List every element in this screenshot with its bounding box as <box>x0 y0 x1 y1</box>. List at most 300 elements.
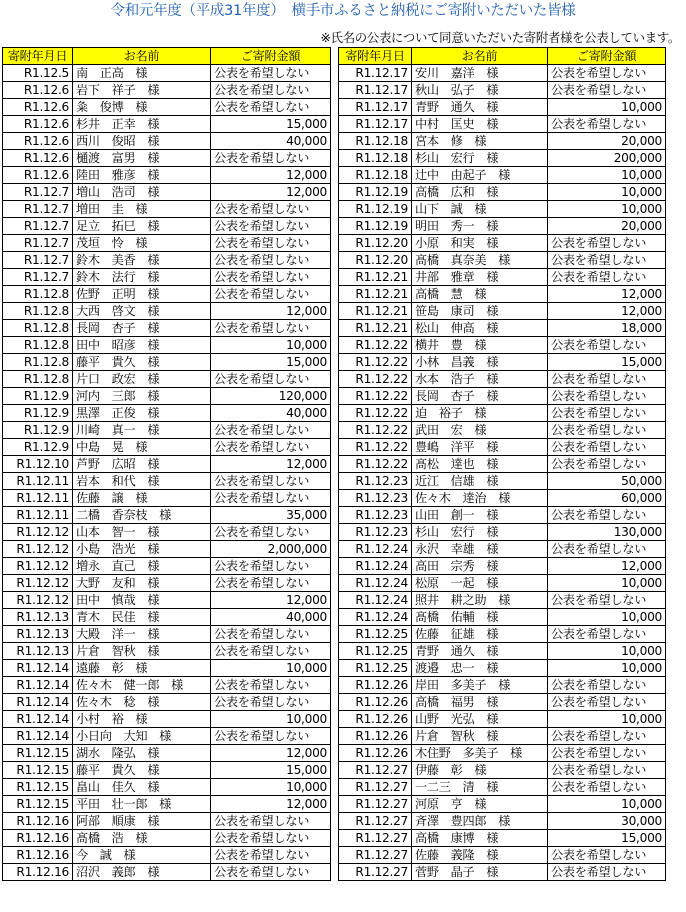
donation-date-cell: R1.12.8 <box>3 371 73 388</box>
table-row <box>3 643 331 660</box>
table-row <box>339 864 666 881</box>
donor-name-cell: 一二三 清 様 <box>412 779 548 796</box>
donation-date-cell: R1.12.26 <box>339 677 412 694</box>
donor-rows-left <box>3 65 331 881</box>
donation-amount-cell: 15,000 <box>548 830 666 847</box>
donation-date-cell: R1.12.14 <box>3 660 73 677</box>
donor-name-cell: 小林 昌義 様 <box>412 354 548 371</box>
table-row <box>3 660 331 677</box>
donation-amount-cell: 10,000 <box>548 711 666 728</box>
donor-name-cell: 長岡 杏子 様 <box>73 320 211 337</box>
donor-name-cell: 辻中 由起子 様 <box>412 167 548 184</box>
donor-name-cell: 中島 晃 様 <box>73 439 211 456</box>
donor-name-cell: 佐々木 達治 様 <box>412 490 548 507</box>
donor-name-cell: 高田 宗秀 様 <box>412 558 548 575</box>
table-row <box>339 269 666 286</box>
donor-name-cell: 佐々木 健一郎 様 <box>73 677 211 694</box>
donation-amount-cell: 公表を希望しない <box>548 65 666 82</box>
donor-name-cell: 青野 通久 様 <box>412 643 548 660</box>
donor-name-cell: 田中 慎哉 様 <box>73 592 211 609</box>
donation-amount-cell: 50,000 <box>548 473 666 490</box>
donation-date-cell: R1.12.16 <box>3 830 73 847</box>
donor-name-cell: 高橋 広和 様 <box>412 184 548 201</box>
table-row <box>339 439 666 456</box>
table-row <box>339 218 666 235</box>
donation-amount-cell: 12,000 <box>211 167 331 184</box>
table-row <box>3 626 331 643</box>
table-row <box>339 303 666 320</box>
donation-date-cell: R1.12.18 <box>339 150 412 167</box>
donor-name-cell: 豊嶋 洋平 様 <box>412 439 548 456</box>
donation-date-cell: R1.12.8 <box>3 286 73 303</box>
donation-date-cell: R1.12.15 <box>3 796 73 813</box>
page-title: 令和元年度（平成31年度） 横手市ふるさと納税にご寄附いただいた皆様 <box>110 3 576 19</box>
table-row <box>3 473 331 490</box>
donation-date-cell: R1.12.9 <box>3 405 73 422</box>
table-row <box>339 813 666 830</box>
header-date: 寄附年月日 <box>3 48 73 65</box>
donation-amount-cell: 10,000 <box>548 575 666 592</box>
donor-name-cell: 佐藤 義隆 様 <box>412 847 548 864</box>
donor-name-cell: 河内 三郎 様 <box>73 388 211 405</box>
donation-amount-cell: 40,000 <box>211 609 331 626</box>
header-name: お名前 <box>73 48 211 65</box>
donation-amount-cell: 公表を希望しない <box>211 422 331 439</box>
table-row <box>339 150 666 167</box>
donor-name-cell: 平田 壮一郎 様 <box>73 796 211 813</box>
donor-name-cell: 秋山 弘子 様 <box>412 82 548 99</box>
donor-name-cell: 高橋 福男 様 <box>412 694 548 711</box>
donation-date-cell: R1.12.23 <box>339 507 412 524</box>
table-row <box>339 490 666 507</box>
donation-amount-cell: 40,000 <box>211 405 331 422</box>
donation-date-cell: R1.12.7 <box>3 235 73 252</box>
donor-name-cell: 西川 俊昭 様 <box>73 133 211 150</box>
donation-amount-cell: 12,000 <box>548 558 666 575</box>
table-row <box>3 762 331 779</box>
donation-amount-cell: 公表を希望しない <box>548 371 666 388</box>
donation-amount-cell: 公表を希望しない <box>211 524 331 541</box>
table-row <box>3 439 331 456</box>
donation-amount-cell: 公表を希望しない <box>548 847 666 864</box>
table-row <box>3 592 331 609</box>
donor-name-cell: 岩本 和代 様 <box>73 473 211 490</box>
donation-date-cell: R1.12.9 <box>3 439 73 456</box>
donor-name-cell: 阿部 順康 様 <box>73 813 211 830</box>
donation-date-cell: R1.12.19 <box>339 218 412 235</box>
donation-date-cell: R1.12.17 <box>339 82 412 99</box>
donation-amount-cell: 10,000 <box>211 711 331 728</box>
donor-name-cell: 笹島 康司 様 <box>412 303 548 320</box>
table-row <box>3 847 331 864</box>
donation-amount-cell: 公表を希望しない <box>211 490 331 507</box>
donor-name-cell: 岩下 祥子 様 <box>73 82 211 99</box>
donation-amount-cell: 20,000 <box>548 133 666 150</box>
donation-date-cell: R1.12.23 <box>339 490 412 507</box>
donor-name-cell: 水本 浩子 様 <box>412 371 548 388</box>
donation-date-cell: R1.12.24 <box>339 609 412 626</box>
donation-amount-cell: 公表を希望しない <box>548 541 666 558</box>
donation-date-cell: R1.12.22 <box>339 388 412 405</box>
disclosure-note: ※氏名の公表について同意いただいた寄附者様を公表しています。 <box>320 30 680 45</box>
donor-name-cell: 佐野 正明 様 <box>73 286 211 303</box>
table-row <box>3 490 331 507</box>
donation-amount-cell: 公表を希望しない <box>548 388 666 405</box>
donation-date-cell: R1.12.21 <box>339 269 412 286</box>
donation-amount-cell: 40,000 <box>211 133 331 150</box>
table-row <box>339 116 666 133</box>
table-row <box>339 558 666 575</box>
donor-name-cell: 二橋 香奈枝 様 <box>73 507 211 524</box>
donation-date-cell: R1.12.20 <box>339 235 412 252</box>
table-row <box>3 99 331 116</box>
donor-name-cell: 樋渡 富男 様 <box>73 150 211 167</box>
donor-name-cell: 今 誠 様 <box>73 847 211 864</box>
donation-amount-cell: 12,000 <box>211 796 331 813</box>
donor-name-cell: 安川 嘉洋 様 <box>412 65 548 82</box>
donation-date-cell: R1.12.27 <box>339 762 412 779</box>
donation-date-cell: R1.12.17 <box>339 65 412 82</box>
donation-amount-cell: 18,000 <box>548 320 666 337</box>
donor-name-cell: 伊藤 彰 様 <box>412 762 548 779</box>
table-row <box>3 524 331 541</box>
donation-amount-cell: 公表を希望しない <box>211 643 331 660</box>
donation-date-cell: R1.12.26 <box>339 711 412 728</box>
donation-date-cell: R1.12.27 <box>339 847 412 864</box>
table-row <box>3 167 331 184</box>
donor-name-cell: 小村 裕 様 <box>73 711 211 728</box>
donation-amount-cell: 10,000 <box>548 609 666 626</box>
table-row <box>339 677 666 694</box>
table-row <box>339 320 666 337</box>
donation-amount-cell: 20,000 <box>548 218 666 235</box>
donation-date-cell: R1.12.13 <box>3 643 73 660</box>
donation-amount-cell: 10,000 <box>548 660 666 677</box>
donation-amount-cell: 10,000 <box>548 643 666 660</box>
donor-name-cell: 岸田 多美子 様 <box>412 677 548 694</box>
table-row <box>339 779 666 796</box>
donor-name-cell: 菅野 晶子 様 <box>412 864 548 881</box>
donor-name-cell: 高橋 康博 様 <box>412 830 548 847</box>
donation-amount-cell: 2,000,000 <box>211 541 331 558</box>
donation-amount-cell: 12,000 <box>211 592 331 609</box>
donation-amount-cell: 10,000 <box>211 779 331 796</box>
donation-amount-cell: 10,000 <box>548 99 666 116</box>
donation-date-cell: R1.12.8 <box>3 337 73 354</box>
donation-amount-cell: 公表を希望しない <box>548 456 666 473</box>
table-row <box>3 235 331 252</box>
donation-amount-cell: 15,000 <box>211 116 331 133</box>
donor-name-cell: 高橋 慧 様 <box>412 286 548 303</box>
donation-amount-cell: 公表を希望しない <box>211 218 331 235</box>
table-row <box>339 65 666 82</box>
donor-name-cell: 佐藤 征雄 様 <box>412 626 548 643</box>
donation-date-cell: R1.12.22 <box>339 371 412 388</box>
donation-amount-cell: 公表を希望しない <box>548 745 666 762</box>
donation-amount-cell: 12,000 <box>211 456 331 473</box>
donation-amount-cell: 30,000 <box>548 813 666 830</box>
donation-amount-cell: 12,000 <box>548 303 666 320</box>
donor-name-cell: 増永 直己 様 <box>73 558 211 575</box>
donation-amount-cell: 10,000 <box>211 660 331 677</box>
donation-amount-cell: 10,000 <box>211 337 331 354</box>
donation-date-cell: R1.12.22 <box>339 422 412 439</box>
donation-date-cell: R1.12.27 <box>339 779 412 796</box>
donor-name-cell: 小原 和実 様 <box>412 235 548 252</box>
table-row <box>339 745 666 762</box>
donation-date-cell: R1.12.27 <box>339 864 412 881</box>
table-row <box>339 422 666 439</box>
donor-name-cell: 佐々木 稔 様 <box>73 694 211 711</box>
donation-date-cell: R1.12.22 <box>339 456 412 473</box>
donation-date-cell: R1.12.25 <box>339 660 412 677</box>
table-row <box>339 371 666 388</box>
donor-name-cell: 鈴木 美香 様 <box>73 252 211 269</box>
donation-date-cell: R1.12.11 <box>3 473 73 490</box>
donation-date-cell: R1.12.6 <box>3 116 73 133</box>
table-row <box>339 847 666 864</box>
donation-amount-cell: 12,000 <box>211 745 331 762</box>
donation-date-cell: R1.12.19 <box>339 201 412 218</box>
donor-name-cell: 藤平 貴久 様 <box>73 354 211 371</box>
donation-date-cell: R1.12.22 <box>339 337 412 354</box>
donation-amount-cell: 公表を希望しない <box>211 847 331 864</box>
table-row <box>339 592 666 609</box>
donor-name-cell: 大殿 洋一 様 <box>73 626 211 643</box>
donation-date-cell: R1.12.14 <box>3 711 73 728</box>
donation-date-cell: R1.12.13 <box>3 609 73 626</box>
table-row <box>3 405 331 422</box>
table-row <box>3 677 331 694</box>
donation-amount-cell: 130,000 <box>548 524 666 541</box>
table-row <box>339 575 666 592</box>
donation-amount-cell: 公表を希望しない <box>548 762 666 779</box>
donation-amount-cell: 60,000 <box>548 490 666 507</box>
donor-name-cell: 陸田 雅彦 様 <box>73 167 211 184</box>
donation-date-cell: R1.12.7 <box>3 252 73 269</box>
donation-date-cell: R1.12.6 <box>3 133 73 150</box>
donation-amount-cell: 公表を希望しない <box>211 677 331 694</box>
donation-date-cell: R1.12.5 <box>3 65 73 82</box>
table-row <box>3 116 331 133</box>
donation-date-cell: R1.12.9 <box>3 388 73 405</box>
table-row <box>3 728 331 745</box>
header-amount: ご寄附金額 <box>548 48 666 65</box>
donation-amount-cell: 10,000 <box>548 167 666 184</box>
donation-date-cell: R1.12.21 <box>339 320 412 337</box>
donation-amount-cell: 公表を希望しない <box>211 473 331 490</box>
table-row <box>3 745 331 762</box>
table-row <box>339 609 666 626</box>
table-row <box>339 541 666 558</box>
donation-date-cell: R1.12.12 <box>3 558 73 575</box>
donation-amount-cell: 12,000 <box>548 286 666 303</box>
donation-date-cell: R1.12.12 <box>3 541 73 558</box>
donation-amount-cell: 12,000 <box>211 184 331 201</box>
table-row <box>3 252 331 269</box>
donation-amount-cell: 公表を希望しない <box>548 728 666 745</box>
table-row <box>3 65 331 82</box>
donor-name-cell: 茂垣 怜 様 <box>73 235 211 252</box>
donor-name-cell: 畠山 佳久 様 <box>73 779 211 796</box>
donor-name-cell: 髙橋 浩 様 <box>73 830 211 847</box>
donor-name-cell: 宮本 修 様 <box>412 133 548 150</box>
table-row <box>3 354 331 371</box>
donor-name-cell: 松原 一起 様 <box>412 575 548 592</box>
table-row <box>3 813 331 830</box>
header-date: 寄附年月日 <box>339 48 412 65</box>
donation-date-cell: R1.12.8 <box>3 320 73 337</box>
donation-date-cell: R1.12.6 <box>3 99 73 116</box>
donation-date-cell: R1.12.25 <box>339 626 412 643</box>
donor-name-cell: 川崎 真一 様 <box>73 422 211 439</box>
donor-name-cell: 照井 耕之助 様 <box>412 592 548 609</box>
donation-amount-cell: 公表を希望しない <box>548 507 666 524</box>
donation-amount-cell: 公表を希望しない <box>211 252 331 269</box>
donor-name-cell: 杉山 宏行 様 <box>412 150 548 167</box>
table-row <box>3 830 331 847</box>
table-row <box>339 660 666 677</box>
donation-date-cell: R1.12.10 <box>3 456 73 473</box>
donor-name-cell: 杉井 正幸 様 <box>73 116 211 133</box>
donation-amount-cell: 公表を希望しない <box>548 337 666 354</box>
donation-amount-cell: 公表を希望しない <box>548 235 666 252</box>
donation-date-cell: R1.12.12 <box>3 575 73 592</box>
donation-date-cell: R1.12.21 <box>339 303 412 320</box>
donor-name-cell: 沼沢 義郎 様 <box>73 864 211 881</box>
donation-date-cell: R1.12.18 <box>339 133 412 150</box>
donation-date-cell: R1.12.8 <box>3 303 73 320</box>
table-row <box>339 796 666 813</box>
donor-name-cell: 明田 秀一 様 <box>412 218 548 235</box>
donation-amount-cell: 公表を希望しない <box>211 82 331 99</box>
table-row <box>3 184 331 201</box>
table-row <box>339 82 666 99</box>
donation-date-cell: R1.12.23 <box>339 524 412 541</box>
table-row <box>3 694 331 711</box>
table-row <box>339 456 666 473</box>
donor-name-cell: 遠藤 彰 様 <box>73 660 211 677</box>
donation-date-cell: R1.12.21 <box>339 286 412 303</box>
donation-date-cell: R1.12.24 <box>339 541 412 558</box>
donor-name-cell: 山野 光弘 様 <box>412 711 548 728</box>
donor-name-cell: 藤平 貴久 様 <box>73 762 211 779</box>
donor-name-cell: 井部 雅章 様 <box>412 269 548 286</box>
table-row <box>3 779 331 796</box>
table-row <box>339 473 666 490</box>
donor-name-cell: 松山 伸高 様 <box>412 320 548 337</box>
donation-date-cell: R1.12.6 <box>3 82 73 99</box>
donation-date-cell: R1.12.11 <box>3 490 73 507</box>
donation-date-cell: R1.12.25 <box>339 643 412 660</box>
donation-amount-cell: 公表を希望しない <box>211 269 331 286</box>
donation-amount-cell: 15,000 <box>211 354 331 371</box>
donation-date-cell: R1.12.16 <box>3 847 73 864</box>
donation-amount-cell: 公表を希望しない <box>211 575 331 592</box>
table-row <box>339 201 666 218</box>
table-row <box>339 694 666 711</box>
table-row <box>3 82 331 99</box>
table-row <box>3 558 331 575</box>
donation-amount-cell: 公表を希望しない <box>211 558 331 575</box>
donation-amount-cell: 公表を希望しない <box>211 830 331 847</box>
donation-date-cell: R1.12.27 <box>339 830 412 847</box>
donation-date-cell: R1.12.22 <box>339 354 412 371</box>
donation-date-cell: R1.12.9 <box>3 422 73 439</box>
table-row <box>339 830 666 847</box>
donation-amount-cell: 公表を希望しない <box>548 116 666 133</box>
table-row <box>3 575 331 592</box>
donor-name-cell: 迫 裕子 様 <box>412 405 548 422</box>
table-row <box>339 286 666 303</box>
table-row <box>339 235 666 252</box>
table-row <box>3 541 331 558</box>
donation-amount-cell: 公表を希望しない <box>211 286 331 303</box>
table-header-row <box>3 48 331 65</box>
donation-date-cell: R1.12.24 <box>339 558 412 575</box>
donor-name-cell: 足立 拓巳 様 <box>73 218 211 235</box>
donation-amount-cell: 公表を希望しない <box>548 82 666 99</box>
table-row <box>339 388 666 405</box>
donation-amount-cell: 10,000 <box>548 796 666 813</box>
table-row <box>339 405 666 422</box>
donor-name-cell: 山下 誠 様 <box>412 201 548 218</box>
donation-amount-cell: 公表を希望しない <box>548 592 666 609</box>
donation-date-cell: R1.12.17 <box>339 116 412 133</box>
donor-name-cell: 長岡 杏子 様 <box>412 388 548 405</box>
table-row <box>339 762 666 779</box>
donation-amount-cell: 公表を希望しない <box>548 269 666 286</box>
table-row <box>339 133 666 150</box>
donation-amount-cell: 公表を希望しない <box>211 864 331 881</box>
donation-date-cell: R1.12.22 <box>339 405 412 422</box>
donor-name-cell: 佐藤 譲 様 <box>73 490 211 507</box>
table-row <box>3 201 331 218</box>
donation-date-cell: R1.12.26 <box>339 728 412 745</box>
header-name: お名前 <box>412 48 548 65</box>
donor-table-left <box>2 47 331 881</box>
donor-name-cell: 斉澤 豊四郎 様 <box>412 813 548 830</box>
donation-date-cell: R1.12.26 <box>339 745 412 762</box>
donation-date-cell: R1.12.14 <box>3 728 73 745</box>
donation-date-cell: R1.12.20 <box>339 252 412 269</box>
donor-name-cell: 片倉 智秋 様 <box>73 643 211 660</box>
table-row <box>3 133 331 150</box>
donation-date-cell: R1.12.26 <box>339 694 412 711</box>
donor-name-cell: 杉山 宏行 様 <box>412 524 548 541</box>
table-row <box>339 643 666 660</box>
donor-name-cell: 小日向 大知 様 <box>73 728 211 745</box>
table-row <box>3 422 331 439</box>
donor-name-cell: 田中 昭彦 様 <box>73 337 211 354</box>
donation-amount-cell: 公表を希望しない <box>211 813 331 830</box>
donation-date-cell: R1.12.13 <box>3 626 73 643</box>
donation-date-cell: R1.12.24 <box>339 592 412 609</box>
header-amount: ご寄附金額 <box>211 48 331 65</box>
donor-name-cell: 木住野 多美子 様 <box>412 745 548 762</box>
table-row <box>339 507 666 524</box>
donation-date-cell: R1.12.18 <box>339 167 412 184</box>
donor-name-cell: 髙松 達也 様 <box>412 456 548 473</box>
donation-date-cell: R1.12.14 <box>3 677 73 694</box>
donation-date-cell: R1.12.14 <box>3 694 73 711</box>
table-row <box>3 609 331 626</box>
donation-amount-cell: 公表を希望しない <box>548 694 666 711</box>
table-row <box>3 337 331 354</box>
donor-name-cell: 山田 創一 様 <box>412 507 548 524</box>
donation-date-cell: R1.12.11 <box>3 507 73 524</box>
donor-name-cell: 片倉 智秋 様 <box>412 728 548 745</box>
